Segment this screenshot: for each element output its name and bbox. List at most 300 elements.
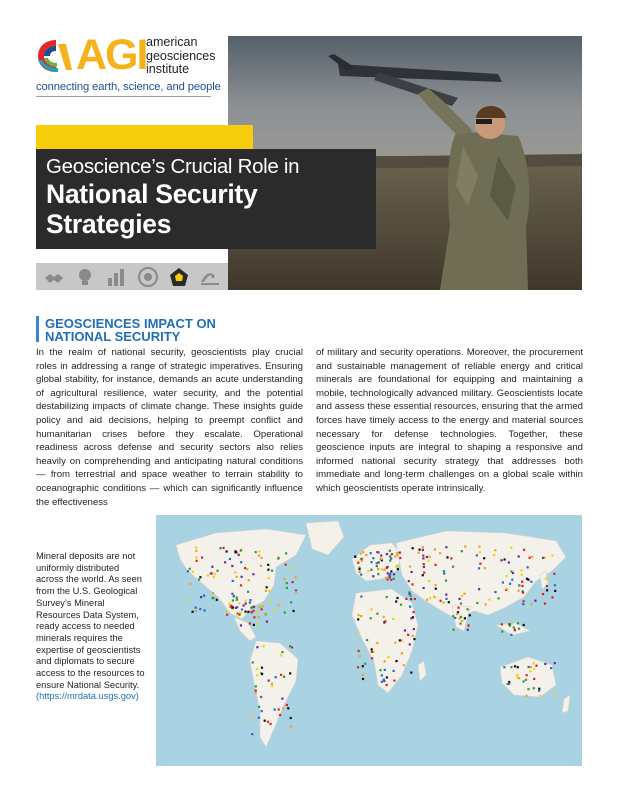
deposit-marker bbox=[386, 596, 388, 598]
deposit-marker bbox=[269, 600, 271, 602]
deposit-marker bbox=[393, 680, 395, 682]
deposit-marker bbox=[523, 600, 525, 602]
deposit-marker bbox=[554, 693, 556, 695]
deposit-marker bbox=[258, 706, 260, 708]
deposit-marker bbox=[419, 549, 421, 551]
wave-icon bbox=[199, 266, 221, 288]
deposit-marker bbox=[371, 648, 373, 650]
map-caption bbox=[36, 551, 148, 703]
deposit-marker bbox=[360, 558, 362, 560]
deposit-marker bbox=[241, 608, 243, 610]
deposit-marker bbox=[478, 546, 480, 548]
deposit-marker bbox=[479, 551, 481, 553]
deposit-marker bbox=[370, 561, 372, 563]
deposit-marker bbox=[545, 578, 547, 580]
deposit-marker bbox=[510, 623, 512, 625]
deposit-marker bbox=[523, 680, 525, 682]
deposit-marker bbox=[454, 617, 456, 619]
deposit-marker bbox=[484, 567, 486, 569]
deposit-marker bbox=[262, 605, 264, 607]
deposit-marker bbox=[267, 721, 269, 723]
deposit-marker bbox=[464, 593, 466, 595]
deposit-marker bbox=[292, 581, 294, 583]
deposit-marker bbox=[538, 688, 540, 690]
body-column-right: of military and security operations. Moreover, the procurement and sustainable management of reliable energy and critical minerals are foundational for equipping and maintaining a mobile, technologically advanced military. Geoscientists locate and assess these essential resources, ensuring that the armed forces have timely access to the energy and material sources necessary for defense technologies. Together, these geoscience inputs are integral to shaping a responsive and informed national security strategy that addresses both immediate and long-term challenges on a global scale within which geoscientists operate intrinsically. bbox=[316, 347, 583, 494]
deposit-marker bbox=[527, 688, 529, 690]
deposit-marker bbox=[285, 564, 287, 566]
deposit-marker bbox=[252, 661, 254, 663]
deposit-marker bbox=[274, 709, 276, 711]
deposit-marker bbox=[506, 588, 508, 590]
deposit-marker bbox=[249, 622, 251, 624]
deposit-marker bbox=[510, 570, 512, 572]
deposit-marker bbox=[277, 604, 279, 606]
deposit-marker bbox=[258, 717, 260, 719]
deposit-marker bbox=[527, 566, 529, 568]
deposit-marker bbox=[285, 552, 287, 554]
deposit-marker bbox=[380, 555, 382, 557]
deposit-marker bbox=[551, 554, 553, 556]
deposit-marker bbox=[509, 583, 511, 585]
deposit-marker bbox=[526, 578, 528, 580]
deposit-marker bbox=[195, 610, 197, 612]
deposit-marker bbox=[381, 681, 383, 683]
title-line-2: National Security bbox=[46, 179, 258, 209]
deposit-marker bbox=[213, 576, 215, 578]
deposit-marker bbox=[554, 662, 556, 664]
logo-word-1: american bbox=[146, 35, 198, 49]
deposit-marker bbox=[530, 581, 532, 583]
deposit-marker bbox=[224, 561, 226, 563]
deposit-marker bbox=[389, 550, 391, 552]
deposit-marker bbox=[249, 599, 251, 601]
deposit-marker bbox=[445, 598, 447, 600]
deposit-marker bbox=[508, 561, 510, 563]
deposit-marker bbox=[493, 554, 495, 556]
deposit-marker bbox=[236, 614, 238, 616]
deposit-marker bbox=[251, 733, 253, 735]
deposit-marker bbox=[376, 551, 378, 553]
deposit-marker bbox=[479, 563, 481, 565]
deposit-marker bbox=[521, 581, 523, 583]
deposit-marker bbox=[529, 557, 531, 559]
deposit-marker bbox=[258, 550, 260, 552]
deposit-marker bbox=[553, 573, 555, 575]
map-caption-text: Mineral deposits are not uniformly distributed across the world. As seen from the U.S. Geological Survey’s Mineral Resources Data System, ready access to needed minerals requires the expertise of geoscientists and diplomats to secure access to the resources to ensure National Security. bbox=[36, 551, 145, 690]
deposit-marker bbox=[364, 663, 366, 665]
deposit-marker bbox=[516, 674, 518, 676]
deposit-marker bbox=[448, 601, 450, 603]
deposit-marker bbox=[278, 708, 280, 710]
deposit-marker bbox=[522, 592, 524, 594]
deposit-marker bbox=[522, 603, 524, 605]
deposit-marker bbox=[358, 650, 360, 652]
deposit-marker bbox=[280, 654, 282, 656]
deposit-marker bbox=[290, 725, 292, 727]
deposit-marker bbox=[240, 624, 242, 626]
deposit-marker bbox=[226, 614, 228, 616]
deposit-marker bbox=[533, 678, 535, 680]
deposit-marker bbox=[291, 568, 293, 570]
deposit-marker bbox=[409, 606, 411, 608]
deposit-marker bbox=[260, 696, 262, 698]
deposit-marker bbox=[393, 573, 395, 575]
deposit-marker bbox=[396, 552, 398, 554]
deposit-marker bbox=[468, 624, 470, 626]
deposit-marker bbox=[459, 598, 461, 600]
deposit-marker bbox=[483, 557, 485, 559]
deposit-marker bbox=[226, 550, 228, 552]
deposit-marker bbox=[393, 670, 395, 672]
deposit-marker bbox=[506, 575, 508, 577]
deposit-marker bbox=[476, 554, 478, 556]
deposit-marker bbox=[275, 676, 277, 678]
deposit-marker bbox=[413, 628, 415, 630]
logo-wordmark bbox=[146, 36, 216, 77]
deposit-marker bbox=[370, 552, 372, 554]
deposit-marker bbox=[383, 616, 385, 618]
deposit-marker bbox=[295, 591, 297, 593]
deposit-marker bbox=[376, 613, 378, 615]
deposit-marker bbox=[358, 614, 360, 616]
deposit-marker bbox=[378, 561, 380, 563]
deposit-marker bbox=[268, 680, 270, 682]
deposit-marker bbox=[400, 604, 402, 606]
deposit-marker bbox=[240, 550, 242, 552]
deposit-marker bbox=[283, 578, 285, 580]
body-column-left: In the realm of national security, geoscientists play crucial roles in addressing a range of strategic imperatives. Ensuring global stability, for instance, demands an acute understanding of agricultural resilience, water security, and the potential destabilizing impacts of climate change. These insights guide policy and aid decisions, helping to preempt conflict and humanitarian crises before they escalate. Operational readiness across defense and security sectors also relies heavily on comprehending and anticipating natural conditions — from terrestrial and space weather to terrain stability to oceanographic conditions — which can significantly influence the effectiveness bbox=[36, 347, 303, 508]
deposit-marker bbox=[255, 685, 257, 687]
deposit-marker bbox=[261, 673, 263, 675]
deposit-marker bbox=[417, 552, 419, 554]
logo-word-2: geosciences bbox=[146, 48, 216, 63]
deposit-marker bbox=[214, 573, 216, 575]
deposit-marker bbox=[289, 645, 291, 647]
deposit-marker bbox=[247, 591, 249, 593]
deposit-marker bbox=[409, 565, 411, 567]
deposit-marker bbox=[413, 638, 415, 640]
deposit-marker bbox=[287, 707, 289, 709]
deposit-marker bbox=[517, 590, 519, 592]
deposit-marker bbox=[399, 557, 401, 559]
deposit-marker bbox=[201, 557, 203, 559]
deposit-marker bbox=[238, 602, 240, 604]
deposit-marker bbox=[232, 580, 234, 582]
deposit-marker bbox=[526, 674, 528, 676]
title-line-1: Geoscience’s Crucial Role in bbox=[46, 155, 300, 178]
deposit-marker bbox=[360, 574, 362, 576]
deposit-marker bbox=[510, 547, 512, 549]
deposit-marker bbox=[523, 549, 525, 551]
deposit-marker bbox=[354, 556, 356, 558]
deposit-marker bbox=[192, 611, 194, 613]
deposit-marker bbox=[399, 552, 401, 554]
deposit-marker bbox=[411, 571, 413, 573]
deposit-marker bbox=[452, 629, 454, 631]
deposit-marker bbox=[203, 595, 205, 597]
deposit-marker bbox=[261, 667, 263, 669]
deposit-marker bbox=[286, 587, 288, 589]
deposit-marker bbox=[443, 602, 445, 604]
deposit-marker bbox=[255, 692, 257, 694]
deposit-marker bbox=[384, 669, 386, 671]
deposit-marker bbox=[362, 665, 364, 667]
deposit-marker bbox=[283, 676, 285, 678]
deposit-marker bbox=[386, 567, 388, 569]
deposit-marker bbox=[422, 555, 424, 557]
deposit-marker bbox=[543, 557, 545, 559]
deposit-marker bbox=[293, 610, 295, 612]
deposit-marker bbox=[359, 655, 361, 657]
handshake-icon bbox=[43, 266, 65, 288]
deposit-marker bbox=[423, 563, 425, 565]
deposit-marker bbox=[544, 663, 546, 665]
deposit-marker bbox=[376, 642, 378, 644]
deposit-marker bbox=[362, 551, 364, 553]
deposit-marker bbox=[195, 550, 197, 552]
deposit-marker bbox=[279, 714, 281, 716]
deposit-marker bbox=[511, 579, 513, 581]
deposit-marker bbox=[384, 620, 386, 622]
deposit-marker bbox=[216, 570, 218, 572]
deposit-marker bbox=[267, 569, 269, 571]
deposit-marker bbox=[546, 585, 548, 587]
deposit-marker bbox=[518, 584, 520, 586]
deposit-marker bbox=[255, 551, 257, 553]
deposit-marker bbox=[199, 608, 201, 610]
deposit-marker bbox=[395, 600, 397, 602]
deposit-marker bbox=[259, 606, 261, 608]
deposit-marker bbox=[271, 685, 273, 687]
deposit-marker bbox=[256, 646, 258, 648]
deposit-marker bbox=[265, 590, 267, 592]
deposit-marker bbox=[410, 598, 412, 600]
deposit-marker bbox=[488, 598, 490, 600]
deposit-marker bbox=[403, 664, 405, 666]
world-map-graphic bbox=[156, 515, 582, 766]
deposit-marker bbox=[192, 571, 194, 573]
deposit-marker bbox=[284, 611, 286, 613]
deposit-marker bbox=[266, 586, 268, 588]
deposit-marker bbox=[389, 560, 391, 562]
deposit-marker bbox=[381, 568, 383, 570]
deposit-marker bbox=[502, 581, 504, 583]
deposit-marker bbox=[199, 576, 201, 578]
deposit-marker bbox=[535, 665, 537, 667]
deposit-marker bbox=[456, 613, 458, 615]
deposit-marker bbox=[428, 560, 430, 562]
deposit-marker bbox=[195, 556, 197, 558]
deposit-marker bbox=[428, 556, 430, 558]
deposit-marker bbox=[523, 624, 525, 626]
deposit-marker bbox=[236, 599, 238, 601]
deposit-marker bbox=[389, 555, 391, 557]
deposit-marker bbox=[423, 587, 425, 589]
deposit-marker bbox=[231, 605, 233, 607]
deposit-marker bbox=[396, 566, 398, 568]
logo-divider bbox=[36, 96, 211, 97]
deposit-marker bbox=[426, 599, 428, 601]
deposit-marker bbox=[261, 710, 263, 712]
deposit-marker bbox=[434, 548, 436, 550]
agi-logo bbox=[36, 31, 226, 98]
deposit-marker bbox=[386, 553, 388, 555]
deposit-marker bbox=[253, 616, 255, 618]
deposit-marker bbox=[238, 554, 240, 556]
deposit-marker bbox=[262, 645, 264, 647]
logo-word-3: institute bbox=[146, 62, 190, 76]
deposit-marker bbox=[264, 613, 266, 615]
deposit-marker bbox=[494, 591, 496, 593]
deposit-marker bbox=[500, 559, 502, 561]
lightbulb-icon bbox=[74, 266, 96, 288]
deposit-marker bbox=[358, 568, 360, 570]
deposit-marker bbox=[231, 565, 233, 567]
deposit-marker bbox=[252, 610, 254, 612]
deposit-marker bbox=[508, 683, 510, 685]
deposit-marker bbox=[464, 545, 466, 547]
deposit-marker bbox=[286, 704, 288, 706]
deposit-marker bbox=[359, 571, 361, 573]
deposit-marker bbox=[393, 578, 395, 580]
deposit-marker bbox=[244, 567, 246, 569]
deposit-marker bbox=[485, 603, 487, 605]
logo-letters: AGI bbox=[76, 31, 147, 79]
deposit-marker bbox=[435, 564, 437, 566]
deposit-marker bbox=[282, 707, 284, 709]
deposit-marker bbox=[464, 617, 466, 619]
deposit-marker bbox=[240, 584, 242, 586]
deposit-marker bbox=[404, 629, 406, 631]
deposit-marker bbox=[211, 572, 213, 574]
deposit-marker bbox=[390, 579, 392, 581]
deposit-marker bbox=[268, 577, 270, 579]
deposit-marker bbox=[509, 625, 511, 627]
deposit-marker bbox=[469, 614, 471, 616]
deposit-marker bbox=[195, 607, 197, 609]
deposit-marker bbox=[256, 668, 258, 670]
deposit-marker bbox=[514, 665, 516, 667]
deposit-marker bbox=[280, 674, 282, 676]
deposit-marker bbox=[396, 597, 398, 599]
deposit-marker bbox=[236, 576, 238, 578]
deposit-marker bbox=[458, 607, 460, 609]
deposit-marker bbox=[370, 569, 372, 571]
deposit-marker bbox=[256, 623, 258, 625]
deposit-marker bbox=[233, 595, 235, 597]
deposit-marker bbox=[216, 599, 218, 601]
deposit-marker bbox=[510, 634, 512, 636]
deposit-marker bbox=[252, 716, 254, 718]
deposit-marker bbox=[392, 618, 394, 620]
deposit-marker bbox=[360, 615, 362, 617]
deposit-marker bbox=[538, 690, 540, 692]
deposit-marker bbox=[518, 677, 520, 679]
deposit-marker bbox=[367, 570, 369, 572]
deposit-marker bbox=[362, 678, 364, 680]
deposit-marker bbox=[410, 595, 412, 597]
usgs-link[interactable]: (https://mrdata.usgs.gov) bbox=[36, 691, 139, 702]
deposit-marker bbox=[294, 576, 296, 578]
deposit-marker bbox=[460, 616, 462, 618]
mineral-deposits-world-map bbox=[156, 515, 582, 766]
deposit-marker bbox=[271, 570, 273, 572]
deposit-marker bbox=[228, 603, 230, 605]
deposit-marker bbox=[554, 590, 556, 592]
deposit-marker bbox=[212, 592, 214, 594]
deposit-marker bbox=[542, 593, 544, 595]
deposit-marker bbox=[357, 562, 359, 564]
deposit-marker bbox=[380, 558, 382, 560]
deposit-marker bbox=[434, 584, 436, 586]
deposit-marker bbox=[383, 679, 385, 681]
deposit-marker bbox=[196, 560, 198, 562]
deposit-marker bbox=[534, 600, 536, 602]
deposit-marker bbox=[383, 569, 385, 571]
deposit-marker bbox=[397, 568, 399, 570]
deposit-marker bbox=[187, 598, 189, 600]
deposit-marker bbox=[266, 621, 268, 623]
deposit-marker bbox=[365, 554, 367, 556]
section-heading bbox=[45, 317, 216, 343]
deposit-marker bbox=[445, 594, 447, 596]
deposit-marker bbox=[370, 617, 372, 619]
deposit-marker bbox=[261, 557, 263, 559]
deposit-marker bbox=[258, 616, 260, 618]
deposit-marker bbox=[460, 623, 462, 625]
deposit-marker bbox=[533, 668, 535, 670]
deposit-marker bbox=[241, 576, 243, 578]
deposit-marker bbox=[268, 590, 270, 592]
deposit-marker bbox=[452, 615, 454, 617]
deposit-marker bbox=[554, 584, 556, 586]
deposit-marker bbox=[401, 652, 403, 654]
deposit-marker bbox=[551, 596, 553, 598]
deposit-marker bbox=[409, 593, 411, 595]
deposit-marker bbox=[289, 672, 291, 674]
deposit-marker bbox=[467, 608, 469, 610]
deposit-marker bbox=[256, 611, 258, 613]
deposit-marker bbox=[501, 630, 503, 632]
deposit-marker bbox=[450, 557, 452, 559]
deposit-marker bbox=[189, 568, 191, 570]
deposit-marker bbox=[253, 624, 255, 626]
deposit-marker bbox=[531, 556, 533, 558]
deposit-marker bbox=[423, 572, 425, 574]
bar-chart-icon bbox=[105, 266, 127, 288]
deposit-marker bbox=[267, 564, 269, 566]
deposit-marker bbox=[521, 574, 523, 576]
deposit-marker bbox=[207, 574, 209, 576]
deposit-marker bbox=[550, 667, 552, 669]
deposit-marker bbox=[434, 596, 436, 598]
deposit-marker bbox=[414, 598, 416, 600]
section-heading-line-2: NATIONAL SECURITY bbox=[45, 329, 181, 344]
deposit-marker bbox=[386, 684, 388, 686]
deposit-marker bbox=[513, 626, 515, 628]
deposit-marker bbox=[428, 580, 430, 582]
deposit-marker bbox=[530, 666, 532, 668]
deposit-marker bbox=[253, 606, 255, 608]
deposit-marker bbox=[394, 642, 396, 644]
deposit-marker bbox=[376, 562, 378, 564]
deposit-marker bbox=[245, 603, 247, 605]
deposit-marker bbox=[234, 571, 236, 573]
deposit-marker bbox=[525, 679, 527, 681]
deposit-marker bbox=[412, 635, 414, 637]
deposit-marker bbox=[390, 570, 392, 572]
deposit-marker bbox=[357, 618, 359, 620]
